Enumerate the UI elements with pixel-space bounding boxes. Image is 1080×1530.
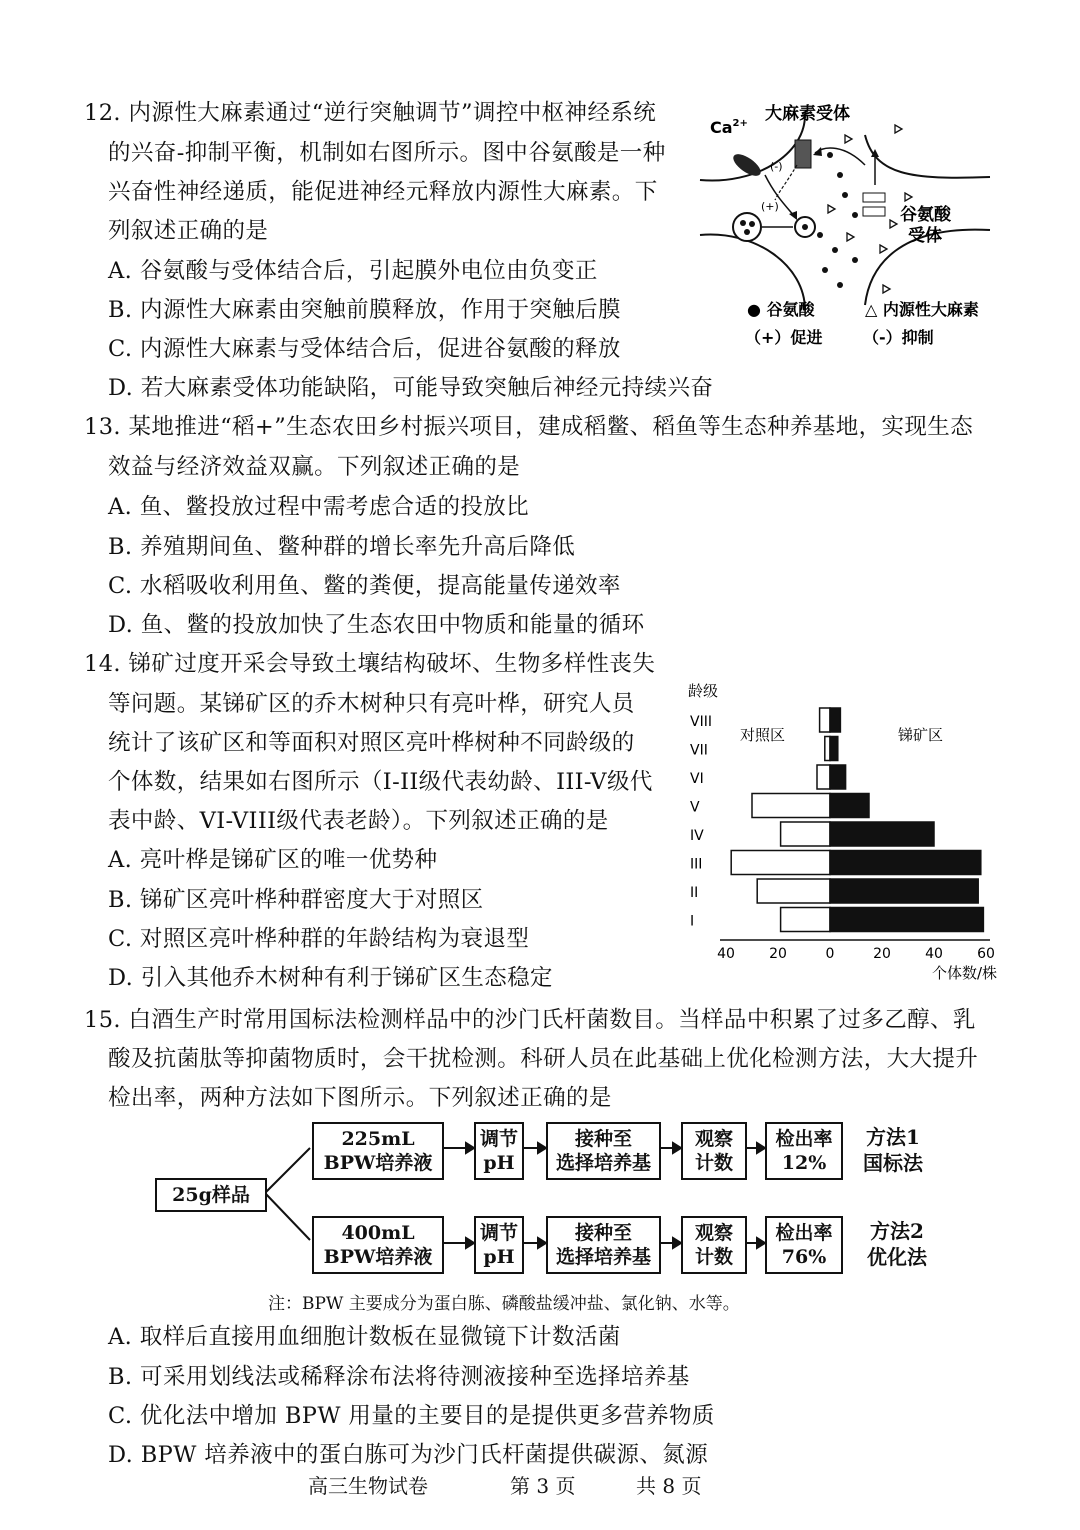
legend-mine: 锑矿区 bbox=[898, 726, 944, 744]
method1-bpw-box: 225mL BPW培养液 bbox=[312, 1122, 444, 1180]
legend-promote: （+）促进 bbox=[745, 328, 823, 347]
age-class-label: II bbox=[690, 885, 699, 901]
x-tick-label: 20 bbox=[769, 946, 787, 962]
q14-option-a: A. 亮叶桦是锑矿区的唯一优势种 bbox=[108, 847, 438, 873]
q12-stem-line: 列叙述正确的是 bbox=[108, 218, 269, 244]
method2-inoculate-box: 接种至 选择培养基 bbox=[546, 1216, 661, 1274]
q14-stem-line: 14. 锑矿过度开采会导致土壤结构破坏、生物多样性丧失 bbox=[84, 651, 656, 677]
glutamate-receptor-label: 受体 bbox=[908, 226, 942, 246]
age-class-label: VIII bbox=[690, 714, 712, 730]
bpw-note: 注：BPW 主要成分为蛋白胨、磷酸盐缓冲盐、氯化钠、水等。 bbox=[268, 1294, 740, 1314]
cannabinoid-receptor-label: 大麻素受体 bbox=[765, 104, 850, 124]
q15-option-b: B. 可采用划线法或稀释涂布法将待测液接种至选择培养基 bbox=[108, 1364, 690, 1390]
q13-stem-line: 13. 某地推进“稻+”生态农田乡村振兴项目，建成稻鳖、稻鱼等生态种养基地，实现生态 bbox=[84, 414, 974, 440]
q15-stem-line: 检出率，两种方法如下图所示。下列叙述正确的是 bbox=[108, 1085, 612, 1111]
legend-control: 对照区 bbox=[740, 726, 786, 744]
q13-option-d: D. 鱼、鳖的投放加快了生态农田中物质和能量的循环 bbox=[108, 612, 645, 638]
age-class-label: III bbox=[690, 856, 703, 873]
q12-stem-line: 的兴奋-抑制平衡，机制如右图所示。图中谷氨酸是一种 bbox=[108, 140, 666, 166]
q14-stem-line: 统计了该矿区和等面积对照区亮叶桦树种不同龄级的 bbox=[108, 730, 635, 756]
q12-option-a: A. 谷氨酸与受体结合后，引起膜外电位由负变正 bbox=[108, 258, 598, 284]
age-class-label: VII bbox=[690, 742, 708, 759]
q14-stem-line: 等问题。某锑矿区的乔木树种只有亮叶桦，研究人员 bbox=[108, 691, 635, 717]
footer-course: 高三生物试卷 bbox=[308, 1474, 428, 1498]
age-class-label: I bbox=[690, 913, 695, 930]
glutamate-receptor-label: 谷氨酸 bbox=[900, 205, 951, 225]
q13-option-b: B. 养殖期间鱼、鳖种群的增长率先升高后降低 bbox=[108, 534, 576, 560]
q12-stem-line: 12. 内源性大麻素通过“逆行突触调节”调控中枢神经系统 bbox=[84, 100, 657, 126]
x-tick-label: 40 bbox=[925, 946, 943, 962]
method1-ph-box: 调节 pH bbox=[474, 1122, 524, 1180]
legend-endocannabinoid: △ 内源性大麻素 bbox=[865, 300, 979, 319]
q13-option-a: A. 鱼、鳖投放过程中需考虑合适的投放比 bbox=[108, 494, 530, 520]
method1-rate-box: 检出率 12% bbox=[765, 1122, 843, 1180]
footer-page: 第 3 页 bbox=[510, 1474, 576, 1498]
q12-option-b: B. 内源性大麻素由突触前膜释放，作用于突触后膜 bbox=[108, 297, 621, 323]
q12-option-d: D. 若大麻素受体功能缺陷，可能导致突触后神经元持续兴奋 bbox=[108, 375, 714, 401]
q12-option-c: C. 内源性大麻素与受体结合后，促进谷氨酸的释放 bbox=[108, 336, 621, 362]
q13-option-c: C. 水稻吸收利用鱼、鳖的粪便，提高能量传递效率 bbox=[108, 573, 621, 599]
x-tick-label: 0 bbox=[825, 946, 835, 962]
q15-option-a: A. 取样后直接用血细胞计数板在显微镜下计数活菌 bbox=[108, 1324, 621, 1350]
age-class-label: VI bbox=[690, 771, 704, 787]
method2-rate-box: 检出率 76% bbox=[765, 1216, 843, 1274]
q14-option-d: D. 引入其他乔木树种有利于锑矿区生态稳定 bbox=[108, 965, 553, 991]
legend-inhibit: （-）抑制 bbox=[863, 328, 934, 347]
chart-xlabel: 个体数/株 bbox=[932, 964, 998, 982]
x-tick-label: 40 bbox=[717, 946, 735, 962]
q15-stem-line: 15. 白酒生产时常用国标法检测样品中的沙门氏杆菌数目。当样品中积累了过多乙醇、乳 bbox=[84, 1007, 976, 1033]
sample-box: 25g样品 bbox=[155, 1178, 267, 1212]
method1-inoculate-box: 接种至 选择培养基 bbox=[546, 1122, 661, 1180]
q14-option-b: B. 锑矿区亮叶桦种群密度大于对照区 bbox=[108, 887, 484, 913]
method2-count-box: 观察 计数 bbox=[681, 1216, 747, 1274]
q15-option-d: D. BPW 培养液中的蛋白胨可为沙门氏杆菌提供碳源、氮源 bbox=[108, 1442, 709, 1468]
q15-stem-line: 酸及抗菌肽等抑菌物质时，会干扰检测。科研人员在此基础上优化检测方法，大大提升 bbox=[108, 1046, 979, 1072]
age-class-label: V bbox=[690, 799, 700, 816]
footer-total: 共 8 页 bbox=[636, 1474, 702, 1498]
q14-option-c: C. 对照区亮叶桦种群的年龄结构为衰退型 bbox=[108, 926, 530, 952]
promote-mark: (+) bbox=[761, 200, 779, 213]
inhibit-mark: (-) bbox=[770, 160, 783, 173]
legend-glutamate: ● 谷氨酸 bbox=[747, 300, 815, 319]
q15-option-c: C. 优化法中增加 BPW 用量的主要目的是提供更多营养物质 bbox=[108, 1403, 715, 1429]
x-tick-label: 60 bbox=[977, 946, 995, 962]
method1-label: 方法1 国标法 bbox=[863, 1125, 923, 1175]
x-tick-label: 20 bbox=[873, 946, 891, 962]
method2-ph-box: 调节 pH bbox=[474, 1216, 524, 1274]
chart-ylabel: 龄级 bbox=[688, 682, 719, 700]
q14-stem-line: 表中龄、VI-VIII级代表老龄）。下列叙述正确的是 bbox=[108, 808, 609, 834]
age-class-label: IV bbox=[690, 828, 704, 844]
method2-label: 方法2 优化法 bbox=[867, 1219, 927, 1269]
method2-bpw-box: 400mL BPW培养液 bbox=[312, 1216, 444, 1274]
q12-stem-line: 兴奋性神经递质，能促进神经元释放内源性大麻素。下 bbox=[108, 179, 658, 205]
q13-stem-line: 效益与经济效益双赢。下列叙述正确的是 bbox=[108, 454, 521, 480]
q14-stem-line: 个体数，结果如右图所示（I-II级代表幼龄、III-V级代 bbox=[108, 769, 653, 795]
calcium-label: $Ca^{2+}$ bbox=[710, 118, 748, 137]
method1-count-box: 观察 计数 bbox=[681, 1122, 747, 1180]
